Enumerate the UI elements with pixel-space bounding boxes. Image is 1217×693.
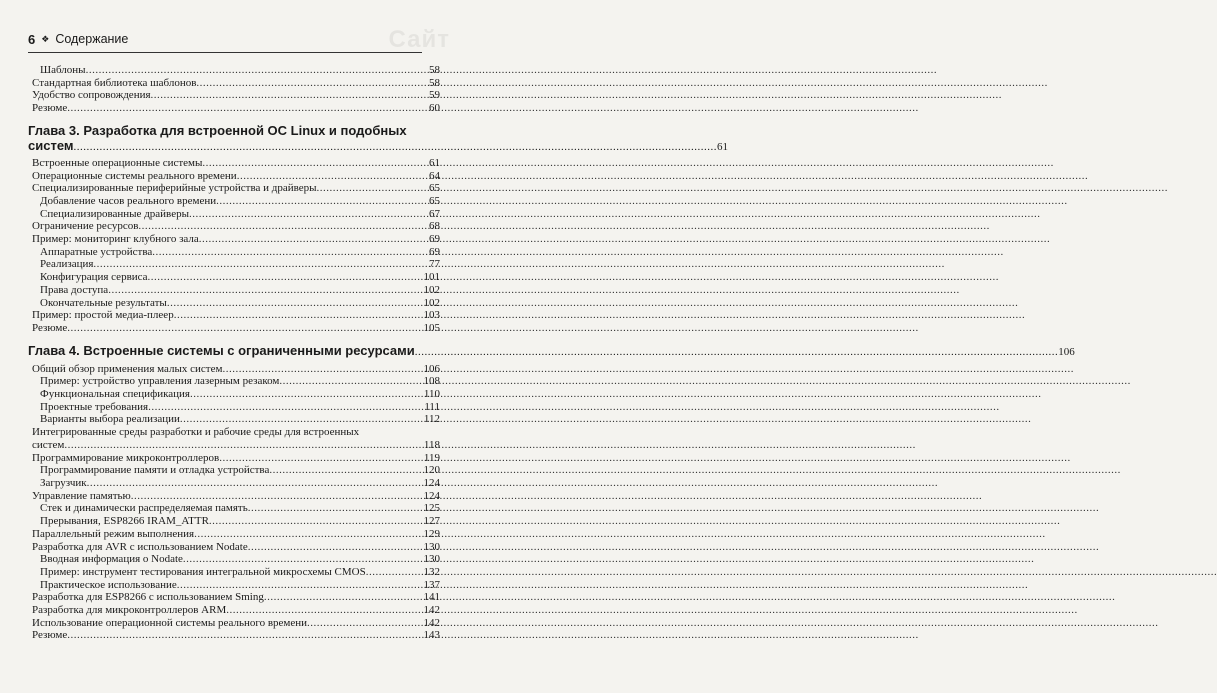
- toc-entry-page: 112: [423, 413, 440, 426]
- toc-entry[interactable]: [28, 220, 440, 233]
- toc-leader-dots: [269, 464, 422, 477]
- toc-entry-page: 101: [423, 271, 440, 284]
- toc-entry[interactable]: [28, 464, 440, 477]
- toc-entry-title: Пример: простой медиа-плеер: [32, 309, 174, 322]
- toc-entry[interactable]: [28, 579, 440, 592]
- chapter-3-entries: [28, 157, 440, 335]
- toc-leader-dots: [264, 591, 423, 604]
- toc-entry-title: Программирование памяти и отладка устройства: [40, 464, 270, 477]
- toc-entry[interactable]: [28, 617, 440, 630]
- chapter-4-entries: [28, 363, 440, 642]
- toc-entry-title: Разработка для ESP8266 с использованием Sming: [32, 591, 264, 604]
- toc-entry-title: Встроенные операционные системы: [32, 156, 203, 169]
- toc-entry-page: 58: [429, 64, 440, 76]
- toc-leader-dots: [148, 401, 423, 414]
- toc-leader-dots: [64, 439, 423, 452]
- toc-entry[interactable]: [28, 182, 440, 195]
- toc-entry-title: Резюме: [32, 321, 68, 334]
- toc-entry-title: Аппаратные устройства: [40, 245, 153, 258]
- toc-leader-dots: [219, 452, 423, 465]
- chapter-3-title-line2: систем: [28, 137, 74, 153]
- toc-section-top: [28, 64, 440, 115]
- toc-entry-title: Резюме: [32, 102, 68, 115]
- toc-entry[interactable]: [28, 388, 440, 401]
- toc-entry[interactable]: [28, 157, 440, 170]
- toc-leader-dots: [190, 388, 423, 401]
- toc-entry-title: Пример: инструмент тестирования интегральной микросхемы CMOS: [40, 565, 366, 578]
- toc-entry-title: Параллельный режим выполнения: [32, 527, 195, 540]
- toc-entry-page: 61: [429, 156, 440, 169]
- toc-entry[interactable]: [28, 322, 440, 335]
- toc-entry[interactable]: [28, 170, 440, 183]
- toc-entry[interactable]: [28, 477, 440, 490]
- toc-leader-dots: [138, 220, 428, 233]
- toc-leader-dots: [226, 604, 422, 617]
- page-header: [28, 28, 422, 50]
- toc-entry[interactable]: [28, 401, 440, 414]
- toc-entry-title: Общий обзор применения малых систем: [32, 362, 223, 375]
- toc-entry-page: 105: [423, 321, 440, 334]
- toc-leader-dots: [151, 89, 428, 102]
- toc-entry-title: Пример: мониторинг клубного зала: [32, 233, 199, 246]
- toc-entry-title: Функциональная спецификация: [40, 388, 190, 401]
- toc-entry-page: 58: [429, 76, 440, 89]
- toc-leader-dots: [86, 64, 428, 77]
- toc-leader-dots: [194, 528, 422, 541]
- toc-entry-title: Вводная информация о Nodate: [40, 553, 183, 566]
- toc-entry-title: Прерывания, ESP8266 IRAM_ATTR: [40, 515, 209, 528]
- toc-entry-page: 111: [424, 400, 440, 413]
- toc-entry-page: 65: [429, 182, 440, 195]
- toc-entry-title: Стек и динамически распределяемая память: [40, 502, 248, 515]
- toc-entry-page: 65: [429, 194, 440, 207]
- toc-leader-dots: [199, 233, 428, 246]
- toc-entry-title: Окончательные результаты: [40, 296, 167, 309]
- toc-leader-dots: [222, 363, 422, 376]
- toc-entry-title: Специализированные драйверы: [40, 207, 189, 220]
- toc-leader-dots: [216, 195, 428, 208]
- chapter-4-title[interactable]: [28, 342, 1075, 360]
- toc-entry-title: Добавление часов реального времени: [40, 194, 217, 207]
- toc-leader-dots: [67, 322, 422, 335]
- toc-entry[interactable]: [28, 591, 440, 604]
- toc-leader-dots: [307, 617, 422, 630]
- toc-entry[interactable]: [28, 629, 440, 642]
- toc-entry-title: Пример: устройство управления лазерным резаком: [40, 375, 280, 388]
- toc-leader-dots: [366, 566, 423, 579]
- toc-entry-title: Использование операционной системы реального времени: [32, 616, 308, 629]
- chapter-3-title-line1: Глава 3. Разработка для встроенной ОС Linux и подобных: [28, 122, 407, 138]
- toc-entry-page: 137: [423, 578, 440, 591]
- toc-entry-title: Конфигурация сервиса: [40, 271, 148, 284]
- toc-leader-dots: [87, 477, 423, 490]
- toc-entry-page: 132: [423, 565, 440, 578]
- toc-entry-title: систем: [32, 438, 65, 451]
- toc-entry-page: 118: [423, 438, 440, 451]
- toc-entry-title: Удобство сопровождения: [32, 89, 151, 102]
- toc-leader-dots: [174, 309, 423, 322]
- toc-entry-page: 127: [423, 515, 440, 528]
- toc-entry-title: Шаблоны: [40, 64, 86, 76]
- toc-leader-dots: [148, 271, 423, 284]
- toc-entry-title: Варианты выбора реализации: [40, 413, 180, 426]
- toc-entry[interactable]: [28, 77, 440, 90]
- toc-entry-page: 130: [423, 553, 440, 566]
- toc-entry[interactable]: [28, 246, 440, 259]
- toc-entry[interactable]: [28, 541, 440, 554]
- toc-entry[interactable]: [28, 528, 440, 541]
- toc-entry-page: 142: [423, 604, 440, 617]
- toc-entry-title: Реализация: [40, 258, 94, 271]
- toc-entry[interactable]: [28, 195, 440, 208]
- toc-entry[interactable]: [28, 452, 440, 465]
- chapter-4-title-text: Глава 4. Встроенные системы с ограниченными ресурсами: [28, 342, 415, 358]
- toc-entry-title: Разработка для микроконтроллеров ARM: [32, 604, 227, 617]
- toc-entry-page: 108: [423, 375, 440, 388]
- toc-entry-page: 69: [429, 245, 440, 258]
- toc-entry[interactable]: [28, 553, 440, 566]
- toc-leader-dots: [248, 541, 423, 554]
- toc-entry-page: 142: [423, 616, 440, 629]
- toc-entry-title: Права доступа: [40, 283, 109, 296]
- toc-entry-title: Управление памятью: [32, 489, 131, 502]
- toc-entry-page: 129: [423, 527, 440, 540]
- toc-entry-page: 69: [429, 233, 440, 246]
- toc-leader-dots: [180, 413, 423, 426]
- toc-entry-page: 130: [423, 540, 440, 553]
- header-title: Содержание: [55, 32, 129, 46]
- toc-entry-title: Интегрированные среды разработки и рабочие среды для встроенных: [32, 426, 360, 439]
- toc-entry[interactable]: [28, 363, 440, 376]
- toc-entry-page: 102: [423, 296, 440, 309]
- toc-entry-title: Стандартная библиотека шаблонов: [32, 76, 197, 89]
- toc-entry[interactable]: [28, 64, 440, 77]
- toc-entry[interactable]: [28, 208, 440, 221]
- toc-entry-page: 143: [423, 629, 440, 642]
- toc-leader-dots: [196, 77, 428, 90]
- toc-leader-dots: [209, 515, 423, 528]
- toc-entry-title: Операционные системы реального времени: [32, 169, 237, 182]
- toc-entry-title: Специализированные периферийные устройства и драйверы: [32, 182, 317, 195]
- toc-entry[interactable]: [28, 515, 440, 528]
- toc-entry[interactable]: [28, 102, 440, 115]
- toc-leader-dots: [177, 579, 423, 592]
- toc-entry-page: 124: [423, 476, 440, 489]
- toc-leader-dots: [279, 375, 422, 388]
- toc-entry-title: Резюме: [32, 629, 68, 642]
- toc-leader-dots: [67, 102, 428, 115]
- toc-entry-title: Разработка для AVR с использованием Nodate: [32, 540, 248, 553]
- chapter-4-page: 106: [1058, 345, 1075, 358]
- toc-entry-page: 106: [423, 362, 440, 375]
- toc-entry[interactable]: [28, 258, 440, 271]
- diamond-icon: ❖: [41, 33, 50, 44]
- toc-leader-dots: [237, 170, 428, 183]
- toc-entry-page: 77: [429, 258, 440, 271]
- toc-entry[interactable]: [28, 284, 440, 297]
- chapter-3-page: 61: [717, 140, 728, 153]
- toc-leader-dots: [131, 490, 423, 503]
- toc-entry-page: 124: [423, 489, 440, 502]
- toc-leader-dots: [183, 553, 423, 566]
- toc-leader-dots: [108, 284, 422, 297]
- toc-entry-page: 141: [423, 591, 440, 604]
- header-rule: [28, 52, 422, 53]
- toc-leader-dots: [317, 182, 428, 195]
- toc-entry-page: 119: [423, 451, 440, 464]
- toc-entry[interactable]: [28, 297, 440, 310]
- toc-entry-title: Ограничение ресурсов: [32, 220, 139, 233]
- chapter-3-title[interactable]: [28, 122, 728, 155]
- toc-entry-page: 110: [423, 388, 440, 401]
- toc-entry-page: 60: [429, 102, 440, 115]
- toc-content: [28, 64, 1075, 642]
- toc-entry-title: Программирование микроконтроллеров: [32, 451, 220, 464]
- toc-entry[interactable]: [28, 375, 440, 388]
- toc-entry-title: Загрузчик: [40, 476, 87, 489]
- toc-entry-page: 67: [429, 207, 440, 220]
- toc-entry[interactable]: [28, 439, 440, 452]
- toc-entry-page: 64: [429, 169, 440, 182]
- toc-entry[interactable]: [28, 426, 440, 439]
- toc-entry[interactable]: [28, 490, 440, 503]
- toc-leader-dots: [152, 246, 428, 259]
- toc-leader-dots: [67, 629, 422, 642]
- watermark: Сайт: [388, 26, 450, 53]
- toc-entry-page: 102: [423, 283, 440, 296]
- toc-entry[interactable]: [28, 271, 440, 284]
- toc-entry[interactable]: [28, 502, 440, 515]
- toc-leader-dots: [202, 157, 428, 170]
- toc-entry-page: 59: [429, 89, 440, 102]
- toc-entry[interactable]: [28, 89, 440, 102]
- toc-leader-dots: [189, 208, 428, 221]
- toc-leader-dots: [248, 502, 423, 515]
- toc-entry-title: Практическое использование: [40, 578, 177, 591]
- toc-entry[interactable]: [28, 233, 440, 246]
- toc-entry-page: 120: [423, 464, 440, 477]
- page-number: 6: [28, 31, 36, 47]
- toc-entry-page: 68: [429, 220, 440, 233]
- toc-entry[interactable]: [28, 566, 440, 579]
- toc-entry[interactable]: [28, 413, 440, 426]
- toc-entry[interactable]: [28, 309, 440, 322]
- toc-entry-page: 103: [423, 309, 440, 322]
- toc-leader-dots: [93, 258, 428, 271]
- toc-entry-page: 125: [423, 502, 440, 515]
- toc-entry-title: Проектные требования: [40, 400, 149, 413]
- toc-leader-dots: [167, 297, 423, 310]
- toc-entry[interactable]: [28, 604, 440, 617]
